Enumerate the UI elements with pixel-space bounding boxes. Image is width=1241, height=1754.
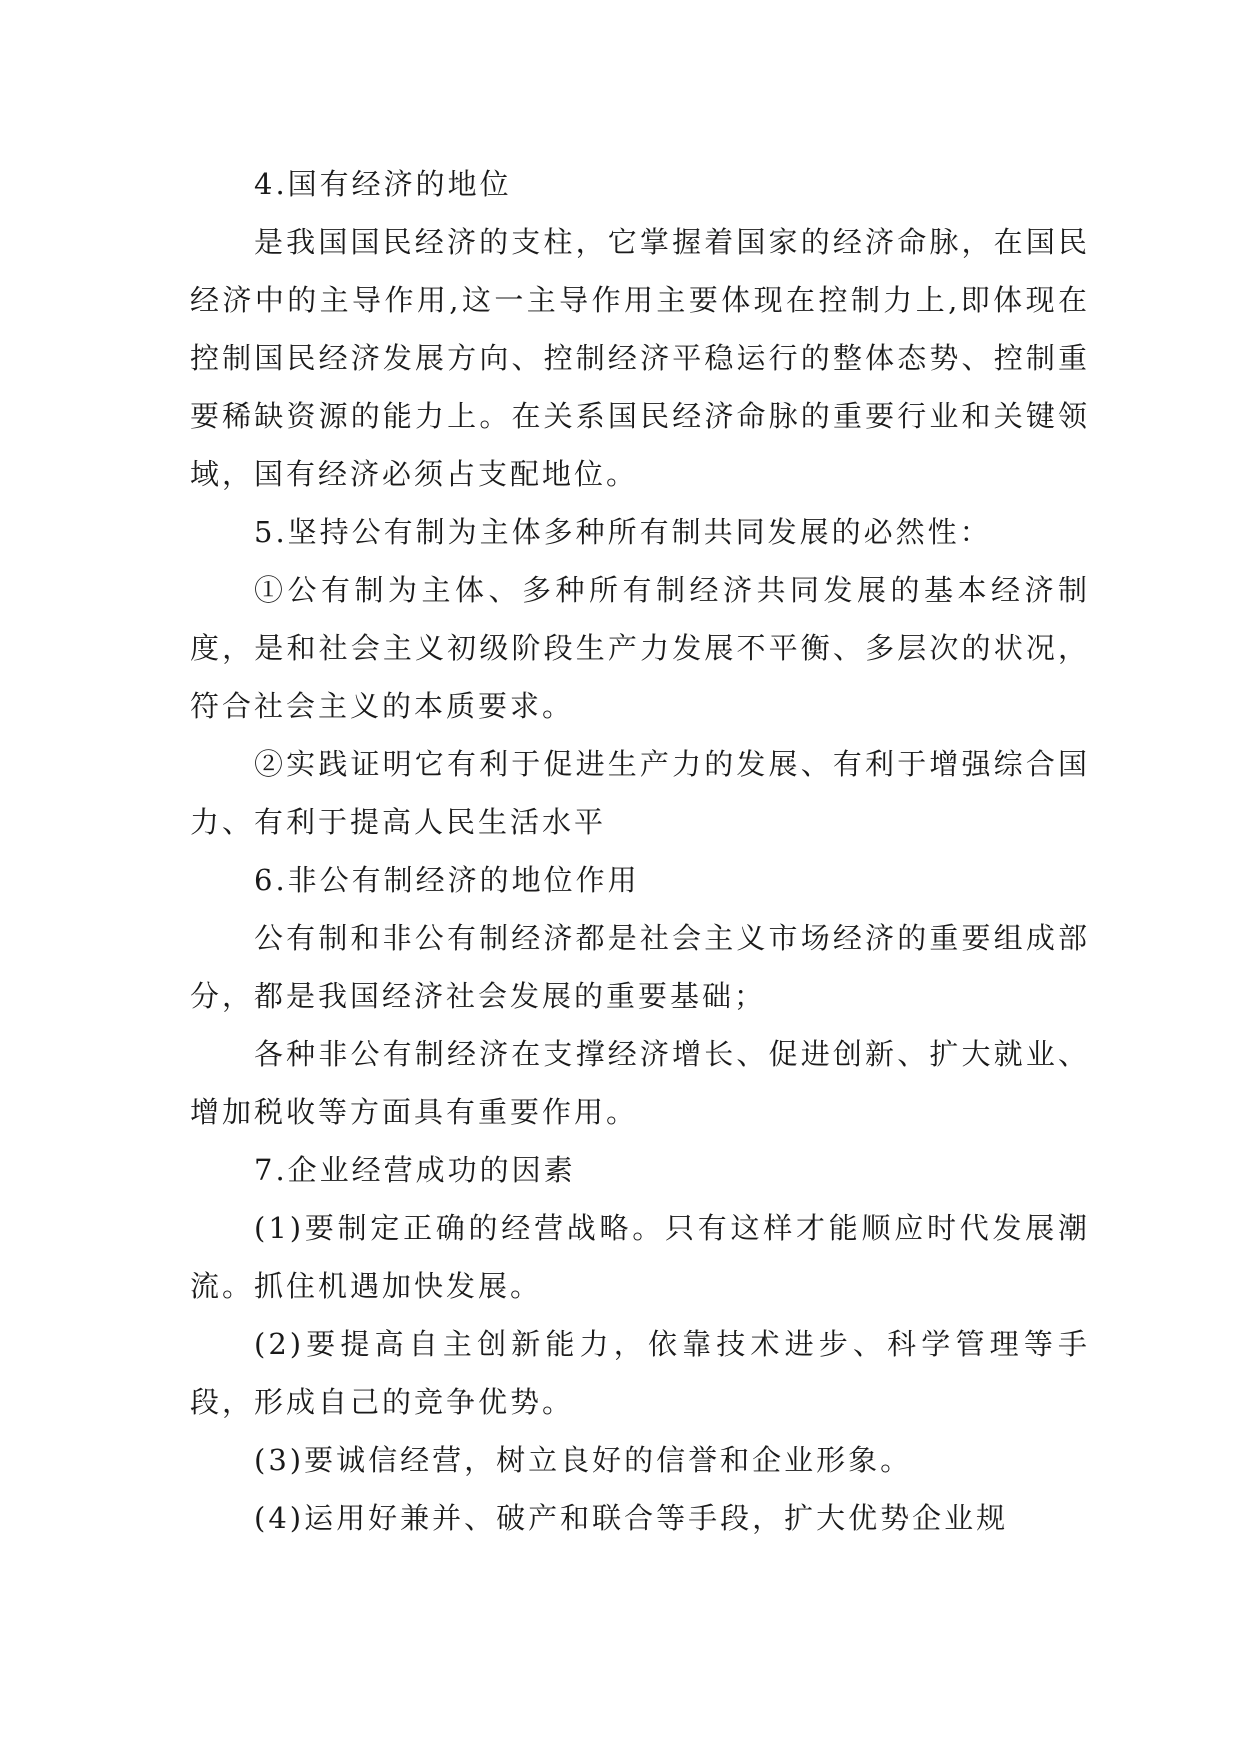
- heading-non-public-economy: 6.非公有制经济的地位作用: [254, 863, 640, 897]
- heading-state-economy-status: 4.国有经济的地位: [254, 167, 512, 201]
- document-body: [190, 155, 1090, 1547]
- paragraph-necessity-point-2: ②实践证明它有利于促进生产力的发展、有利于增强综合国力、有利于提高人民生活水平: [190, 747, 1090, 839]
- paragraph-non-public-economy-role: 各种非公有制经济在支撑经济增长、促进创新、扩大就业、增加税收等方面具有重要作用。: [190, 1037, 1090, 1129]
- paragraph-state-economy-role: 是我国国民经济的支柱，它掌握着国家的经济命脉，在国民经济中的主导作用,这一主导作用主要体现在控制力上,即体现在控制国民经济发展方向、控制经济平稳运行的整体态势、控制重要稀缺资源的能力上。在关系国民经济命脉的重要行业和关键领域，国有经济必须占支配地位。: [190, 225, 1090, 491]
- heading-enterprise-success-factors: 7.企业经营成功的因素: [254, 1153, 576, 1187]
- paragraph-factor-1: (1)要制定正确的经营战略。只有这样才能顺应时代发展潮流。抓住机遇加快发展。: [190, 1211, 1090, 1303]
- paragraph-factor-2: (2)要提高自主创新能力，依靠技术进步、科学管理等手段，形成自己的竞争优势。: [190, 1327, 1090, 1419]
- paragraph-factor-3: (3)要诚信经营，树立良好的信誉和企业形象。: [254, 1443, 913, 1477]
- paragraph-necessity-point-1: ①公有制为主体、多种所有制经济共同发展的基本经济制度，是和社会主义初级阶段生产力发展不平衡、多层次的状况，符合社会主义的本质要求。: [190, 573, 1090, 723]
- heading-public-ownership-necessity: 5.坚持公有制为主体多种所有制共同发展的必然性：: [254, 515, 992, 549]
- paragraph-non-public-economy-status: 公有制和非公有制经济都是社会主义市场经济的重要组成部分，都是我国经济社会发展的重要基础；: [190, 921, 1090, 1013]
- paragraph-factor-4: (4)运用好兼并、破产和联合等手段，扩大优势企业规: [254, 1501, 1009, 1535]
